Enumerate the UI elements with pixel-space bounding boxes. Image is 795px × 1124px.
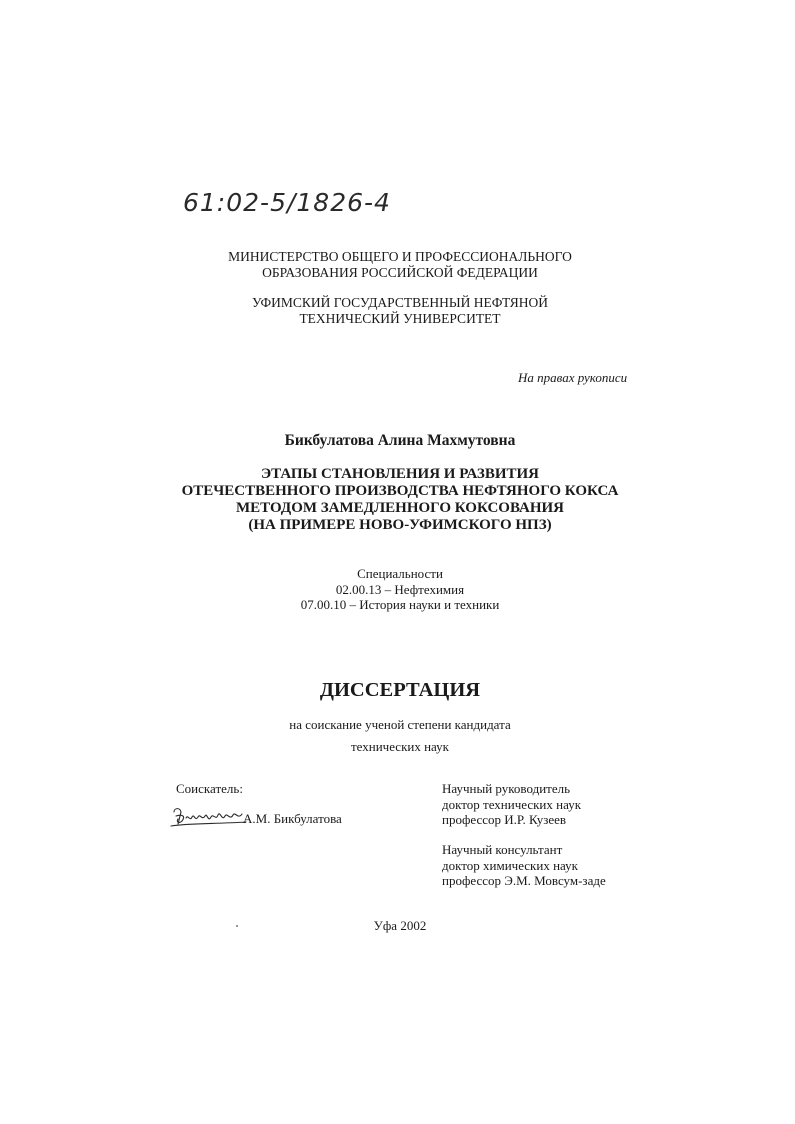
applicant-label: Соискатель:: [176, 781, 243, 796]
applicant-name: А.М. Бикбулатова: [243, 811, 342, 826]
supervisor-name: профессор И.Р. Кузеев: [442, 812, 567, 827]
archive-stamp: 61:02-5/1826-4: [183, 188, 391, 217]
consultant-name: профессор Э.М. Мовсум-заде: [442, 873, 606, 888]
degree-block: [0, 714, 795, 758]
title-line-1: ЭТАПЫ СТАНОВЛЕНИЯ И РАЗВИТИЯ: [260, 466, 540, 482]
university-line-2: ТЕХНИЧЕСКИЙ УНИВЕРСИТЕТ: [299, 311, 501, 326]
title-line-3: МЕТОДОМ ЗАМЕДЛЕННОГО КОКСОВАНИЯ: [235, 500, 565, 516]
university-header: [0, 295, 795, 327]
document-type-heading: ДИССЕРТАЦИЯ: [319, 679, 481, 701]
degree-line-1: на соискание ученой степени кандидата: [289, 717, 511, 732]
city-year: Уфа 2002: [373, 918, 427, 933]
degree-line-2: технических наук: [350, 739, 449, 754]
supervisor-degree: доктор технических наук: [442, 796, 582, 812]
supervisor-block: [442, 781, 581, 828]
consultant-role: Научный консультант: [442, 842, 563, 857]
applicant-signature: [170, 804, 250, 830]
title-line-2: ОТЕЧЕСТВЕННОГО ПРОИЗВОДСТВА НЕФТЯНОГО КОКСА: [181, 483, 619, 499]
title-line-4: (НА ПРИМЕРЕ НОВО-УФИМСКОГО НПЗ): [248, 517, 552, 533]
consultant-degree: доктор химических наук: [442, 857, 578, 873]
specialties-block: [0, 566, 795, 613]
manuscript-rights-note: На правах рукописи: [518, 370, 628, 385]
ministry-line-1: МИНИСТЕРСТВО ОБЩЕГО И ПРОФЕССИОНАЛЬНОГО: [228, 249, 572, 264]
university-line-1: УФИМСКИЙ ГОСУДАРСТВЕННЫЙ НЕФТЯНОЙ: [251, 295, 549, 310]
consultant-block: [442, 842, 606, 889]
supervisor-role: Научный руководитель: [442, 781, 571, 796]
specialty-item: 02.00.13 – Нефтехимия: [335, 581, 465, 597]
specialties-heading: Специальности: [357, 566, 443, 581]
dissertation-title: [0, 466, 795, 534]
ministry-line-2: ОБРАЗОВАНИЯ РОССИЙСКОЙ ФЕДЕРАЦИИ: [262, 265, 538, 280]
specialty-item: 07.00.10 – История науки и техники: [300, 597, 500, 612]
ministry-header: [0, 249, 795, 281]
author-name: Бикбулатова Алина Махмутовна: [284, 432, 516, 449]
